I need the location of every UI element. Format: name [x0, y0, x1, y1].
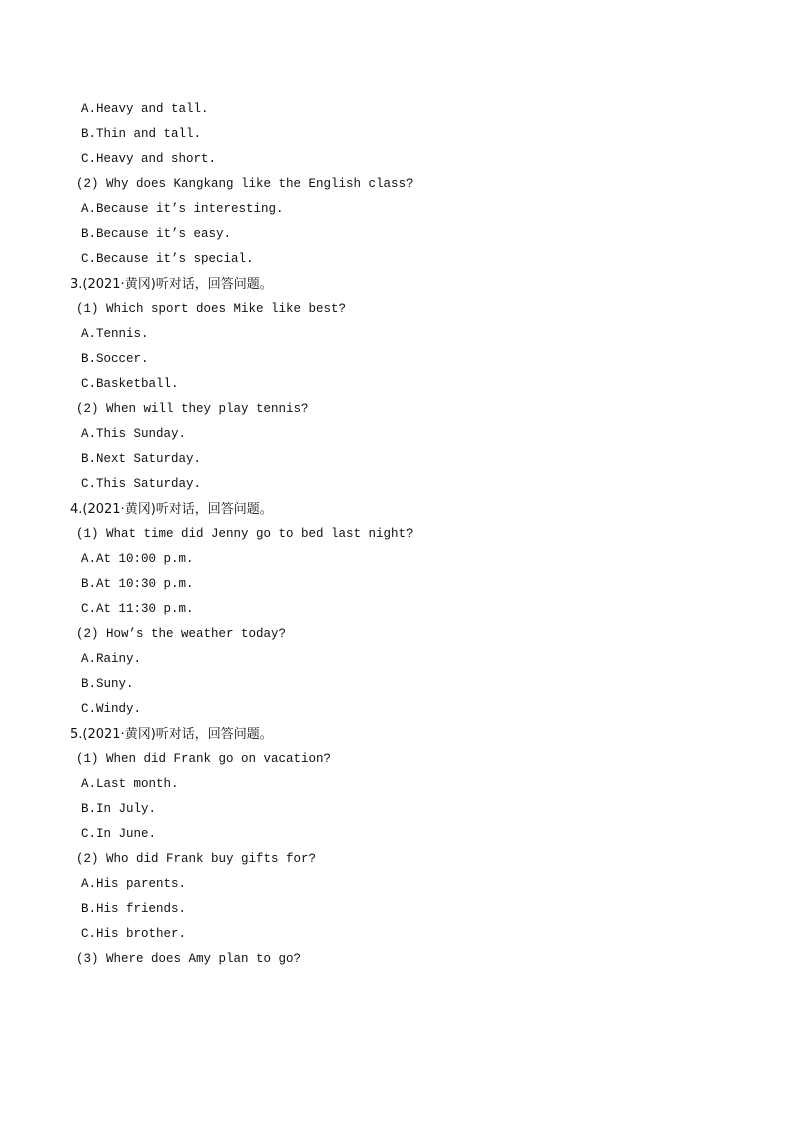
option-b: B.In July.	[81, 802, 157, 816]
option-b: B.Because it’s easy.	[81, 227, 232, 241]
option-b: B.Next Saturday.	[81, 452, 202, 466]
option-a: A.This Sunday.	[81, 427, 187, 441]
question-heading: 4.(2021·黄冈)听对话，回答问题。	[70, 502, 273, 517]
option-b: B.Thin and tall.	[81, 127, 202, 141]
option-c: C.Because it’s special.	[81, 252, 254, 266]
option-c: C.Heavy and short.	[81, 152, 217, 166]
option-c: C.This Saturday.	[81, 477, 202, 491]
option-b: B.Suny.	[81, 677, 134, 691]
option-a: A.Last month.	[81, 777, 179, 791]
option-a: A.Because it’s interesting.	[81, 202, 284, 216]
sub-question: (3) Where does Amy plan to go?	[76, 952, 302, 966]
option-b: B.At 10:30 p.m.	[81, 577, 194, 591]
sub-question: (1) When did Frank go on vacation?	[76, 752, 332, 766]
sub-question: (2) How’s the weather today?	[76, 627, 287, 641]
option-a: A.Rainy.	[81, 652, 142, 666]
option-b: B.Soccer.	[81, 352, 149, 366]
option-a: A.Tennis.	[81, 327, 149, 341]
sub-question: (2) Who did Frank buy gifts for?	[76, 852, 317, 866]
option-c: C.In June.	[81, 827, 157, 841]
option-c: C.Windy.	[81, 702, 142, 716]
option-c: C.At 11:30 p.m.	[81, 602, 194, 616]
option-b: B.His friends.	[81, 902, 187, 916]
option-a: A.At 10:00 p.m.	[81, 552, 194, 566]
option-a: A.Heavy and tall.	[81, 102, 209, 116]
sub-question: (2) When will they play tennis?	[76, 402, 309, 416]
option-c: C.Basketball.	[81, 377, 179, 391]
question-heading: 5.(2021·黄冈)听对话，回答问题。	[70, 727, 273, 742]
worksheet-page	[0, 97, 794, 972]
sub-question: (2) Why does Kangkang like the English class?	[76, 177, 414, 191]
sub-question: (1) Which sport does Mike like best?	[76, 302, 347, 316]
sub-question: (1) What time did Jenny go to bed last night?	[76, 527, 414, 541]
option-c: C.His brother.	[81, 927, 187, 941]
option-a: A.His parents.	[81, 877, 187, 891]
question-heading: 3.(2021·黄冈)听对话，回答问题。	[70, 277, 273, 292]
